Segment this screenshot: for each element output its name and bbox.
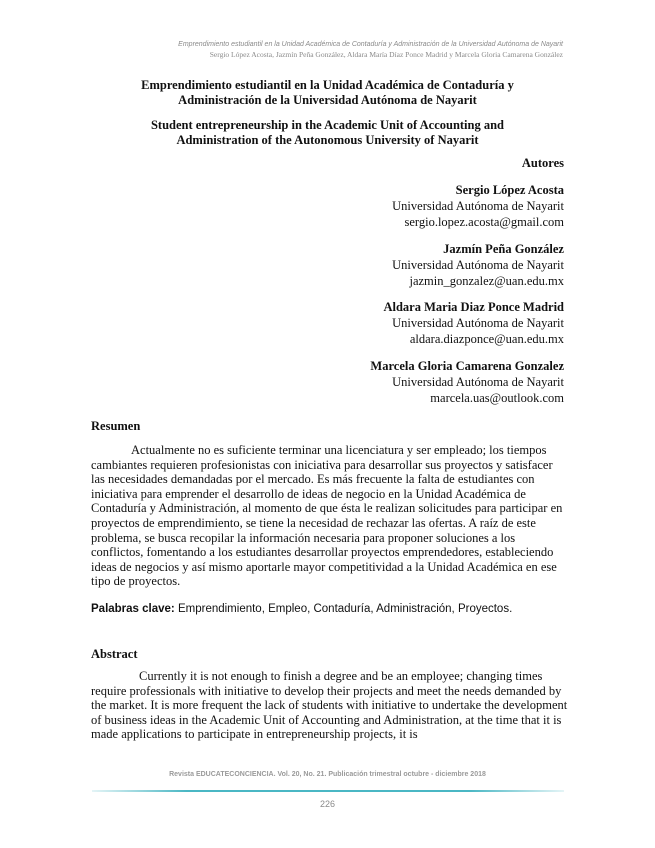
running-head-authors: Sergio López Acosta, Jazmín Peña González, Aldara María Díaz Ponce Madrid y Marcela Gloria Camarena González: [209, 50, 563, 59]
footer-journal: Revista EDUCATECONCIENCIA. Vol. 20, No. 21. Publicación trimestral octubre - diciembre 2018: [169, 771, 486, 778]
author-block: [383, 299, 564, 347]
author-email: aldara.diazponce@uan.edu.mx: [409, 332, 564, 346]
keywords-text: Emprendimiento, Empleo, Contaduría, Administración, Proyectos.: [177, 603, 513, 615]
author-block: [392, 241, 564, 289]
author-name: Marcela Gloria Camarena Gonzalez: [370, 359, 564, 373]
spanish-title: [90, 78, 565, 108]
authors-heading: Autores: [521, 156, 564, 170]
english-title-line-1: Student entrepreneurship in the Academic Unit of Accounting and: [150, 118, 505, 132]
english-title-line-2: Administration of the Autonomous University of Nayarit: [176, 133, 479, 147]
english-title: [90, 118, 565, 148]
resumen-paragraph: [91, 443, 569, 589]
author-email: sergio.lopez.acosta@gmail.com: [404, 215, 564, 229]
abstract-paragraph: [91, 669, 569, 742]
author-block: [392, 182, 564, 230]
abstract-text: Currently it is not enough to finish a degree and be an employee; changing times require professionals with initiative to develop their projects and meet the needs demanded by the market. It is more frequent the lack of students with initiative to undertake the development of business ideas in the Academic Unit of Accounting and Administration, at the time that it is made applications to participate in entrepreneurship projects, it is: [91, 669, 568, 742]
resumen-heading: Resumen: [91, 419, 141, 433]
spanish-title-line-2: Administración de la Universidad Autónoma de Nayarit: [178, 93, 477, 107]
author-affiliation: Universidad Autónoma de Nayarit: [392, 375, 564, 389]
keywords-label: Palabras clave:: [91, 603, 175, 615]
spanish-title-line-1: Emprendimiento estudiantil en la Unidad Académica de Contaduría y: [141, 78, 514, 92]
author-name: Sergio López Acosta: [455, 183, 564, 197]
keywords: [91, 603, 512, 615]
resumen-text: Actualmente no es suficiente terminar una licenciatura y ser empleado; los tiempos cambiantes requieren profesionistas con iniciativa para desarrollar sus proyectos y satisfacer las necesidades demandadas por el mercado. Es más frecuente la falta de estudiantes con iniciativa para emprender el desarrollo de ideas de negocio en la Unidad Académica de Contaduría y Administración, al momento de que ésta le realizan solicitudes para participar en proyectos de emprendimiento, se tiene la necesidad de rechazar las ofertas. A raíz de este problema, se busca recopilar la información necesaria para proponer soluciones a los conflictos, fomentando a los estudiantes desarrollar proyectos emprendedores, estableciendo ideas de negocios y así mismo aportarle mayor competitividad a la Unidad Académica en ese tipo de proyectos.: [91, 443, 563, 589]
author-affiliation: Universidad Autónoma de Nayarit: [392, 258, 564, 272]
author-affiliation: Universidad Autónoma de Nayarit: [392, 316, 564, 330]
author-email: jazmin_gonzalez@uan.edu.mx: [409, 274, 564, 288]
author-affiliation: Universidad Autónoma de Nayarit: [392, 199, 564, 213]
running-head-title: Emprendimiento estudiantil en la Unidad Académica de Contaduría y Administración de la Universidad Autónoma de Nayarit: [178, 41, 563, 48]
author-block: [370, 358, 564, 406]
footer-divider: [92, 790, 564, 792]
page-number: 226: [319, 799, 336, 809]
abstract-heading: Abstract: [91, 647, 138, 661]
author-email: marcela.uas@outlook.com: [430, 391, 564, 405]
author-name: Aldara Maria Diaz Ponce Madrid: [383, 300, 564, 314]
author-name: Jazmín Peña González: [443, 242, 564, 256]
